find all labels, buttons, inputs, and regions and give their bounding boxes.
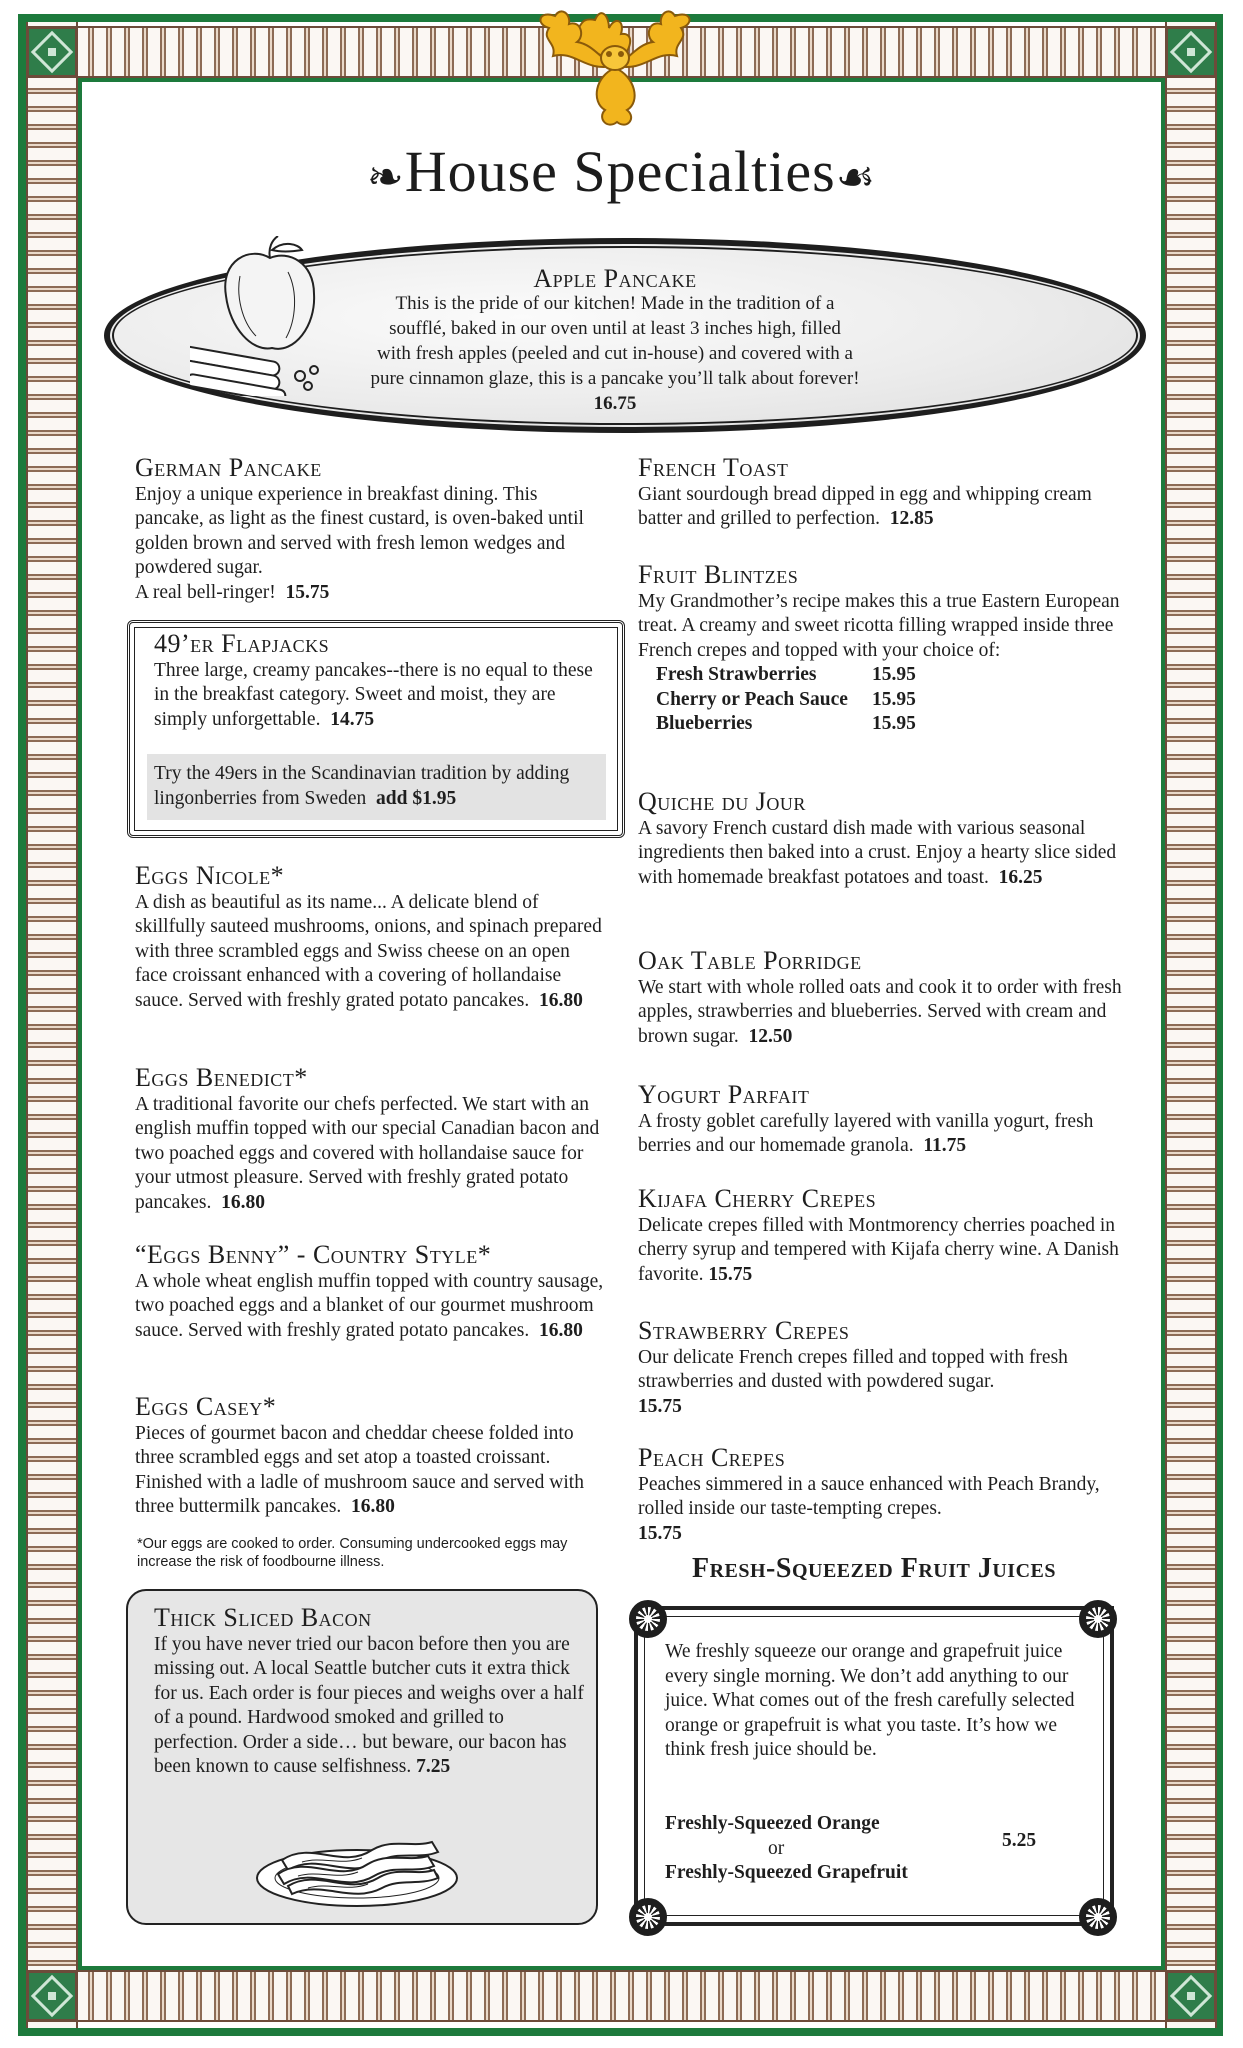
option-price: 15.95 (872, 664, 916, 685)
item-description: Enjoy a unique experience in breakfast dining. This pancake, as light as the finest custard, is oven-baked until golden brown and served with fresh lemon wedges and powdered sugar. (135, 483, 584, 578)
menu-item-fruit-blintzes (638, 560, 1128, 737)
blintz-option (638, 712, 1128, 737)
item-name: Fruit Blintzes (638, 560, 799, 589)
juice-option-grapefruit: Freshly-Squeezed Grapefruit (665, 1862, 908, 1883)
page-title-text: House Specialties (404, 139, 836, 204)
apple-cinnamon-illustration-icon (190, 236, 350, 396)
menu-item-flapjacks (154, 629, 610, 732)
item-price: 12.85 (889, 508, 934, 529)
item-price: 16.80 (351, 1496, 395, 1517)
rosette-ornament-icon (629, 1898, 667, 1936)
item-price: 12.50 (748, 1025, 793, 1047)
juice-option-or: or (768, 1837, 785, 1859)
juice-option-orange: Freshly-Squeezed Orange (665, 1813, 880, 1834)
menu-item-strawberry-crepes (638, 1316, 1128, 1419)
item-name: Quiche du Jour (638, 787, 806, 816)
item-description: A frosty goblet carefully layered with vanilla yogurt, fresh berries and our homemade granola. (638, 1110, 1094, 1156)
item-price: 16.80 (221, 1191, 265, 1213)
item-price: 16.80 (538, 989, 583, 1011)
item-description: A whole wheat english muffin topped with country sausage, two poached eggs and a blanket of our gourmet mushroom sauce. Served with freshly grated potato pancakes. (135, 1270, 604, 1341)
blintz-option (638, 663, 1128, 688)
item-description: Three large, creamy pancakes--there is no equal to these in the breakfast category. Sweet and moist, they are simply unforgettable. (154, 659, 593, 730)
item-price: 15.75 (638, 1522, 682, 1544)
item-name: Yogurt Parfait (638, 1080, 810, 1109)
egg-safety-note: *Our eggs are cooked to order. Consuming undercooked eggs may increase the risk of foodbourne illness. (137, 1536, 568, 1570)
item-name: French Toast (638, 453, 789, 482)
apple-pancake-desc: This is the pride of our kitchen! Made in the tradition of a soufflé, baked in our oven until at least 3 inches high, filled with fresh apples (peeled and cut in-house) and covered with a pure cinnamon glaze, this is a pancake you’ll talk about forever! (370, 293, 860, 389)
item-name: Peach Crepes (638, 1443, 786, 1472)
option-price: 15.95 (872, 713, 916, 734)
item-name: Strawberry Crepes (638, 1316, 850, 1345)
item-price: 11.75 (923, 1135, 967, 1156)
item-name: Eggs Benedict* (135, 1063, 308, 1092)
corner-ornament-icon (1165, 1970, 1217, 2022)
item-description: My Grandmother’s recipe makes this a true Eastern European treat. A creamy and sweet ricotta filling wrapped inside three French crepes and topped with your choice of: (638, 590, 1120, 661)
item-description: We start with whole rolled oats and cook it to order with fresh apples, strawberries and blueberries. Served with cream and brown sugar. (638, 976, 1122, 1047)
bacon-plate-illustration-icon (252, 1820, 462, 1910)
item-price: 16.80 (538, 1319, 583, 1341)
menu-item-bacon (154, 1603, 584, 1780)
item-name: German Pancake (135, 453, 322, 482)
rosette-ornament-icon (629, 1600, 667, 1638)
corner-ornament-icon (26, 1970, 78, 2022)
addon-price: add $1.95 (376, 787, 457, 809)
item-description: Delicate crepes filled with Montmorency cherries poached in cherry syrup and tempered with Kijafa cherry wine. A Danish favorite. (638, 1214, 1119, 1285)
addon-description: Try the 49ers in the Scandinavian tradition by adding lingonberries from Sweden (154, 763, 570, 809)
item-description: Pieces of gourmet bacon and cheddar cheese folded into three scrambled eggs and set atop a toasted croissant. Finished with a ladle of mushroom sauce and served with three buttermilk pancakes. (135, 1422, 584, 1517)
item-price: 14.75 (330, 708, 375, 730)
menu-item-eggs-benedict (135, 1063, 610, 1215)
rosette-ornament-icon (1079, 1898, 1117, 1936)
option-name: Cherry or Peach Sauce (656, 688, 848, 710)
item-name: Thick Sliced Bacon (154, 1603, 372, 1632)
item-name: 49’er Flapjacks (154, 629, 330, 658)
apple-pancake-section (370, 266, 860, 416)
item-description: A traditional favorite our chefs perfected. We start with an english muffin topped with our special Canadian bacon and two poached eggs and covered with hollandaise sauce for your utmost pleasure. Served with freshly grated potato pancakes. (135, 1093, 600, 1213)
oak-leaf-emblem-icon (505, 6, 725, 132)
rosette-ornament-icon (1079, 1600, 1117, 1638)
juices-description: We freshly squeeze our orange and grapefruit juice every single morning. We don’t add anything to our juice. What comes out of the fresh carefully selected orange or grapefruit is what you taste. It’s how we think fresh juice should be. (665, 1641, 1075, 1760)
page-title (0, 138, 1243, 205)
menu-item-eggs-benny (135, 1240, 605, 1343)
item-description: A dish as beautiful as its name... A delicate blend of skillfully sauteed mushrooms, onions, and spinach prepared with three scrambled eggs and Swiss cheese on an open face croissant enhanced with a covering of hollandaise sauce. Served with freshly grated potato pancakes. (135, 891, 602, 1011)
corner-ornament-icon (26, 26, 78, 78)
option-price: 15.95 (872, 688, 916, 710)
option-name: Fresh Strawberries (656, 664, 817, 685)
menu-item-porridge (638, 946, 1128, 1049)
menu-item-kijafa-cherry-crepes (638, 1184, 1128, 1287)
item-name: Eggs Casey* (135, 1392, 277, 1421)
bottom-border-rail (26, 1970, 1217, 2022)
juices-title: Fresh-Squeezed Fruit Juices (691, 1553, 1056, 1584)
right-border-rail (1165, 22, 1217, 2028)
menu-item-eggs-casey (135, 1392, 605, 1520)
option-name: Blueberries (656, 713, 753, 734)
item-name: “Eggs Benny” - Country Style* (135, 1240, 492, 1269)
apple-pancake-name: Apple Pancake (533, 264, 697, 293)
item-description: Our delicate French crepes filled and topped with fresh strawberries and dusted with powdered sugar. (638, 1346, 1068, 1392)
flourish-right-icon: ☙ (835, 153, 877, 203)
item-description: Giant sourdough bread dipped in egg and whipping cream batter and grilled to perfection. (638, 483, 1092, 529)
left-border-rail (26, 22, 78, 2028)
juice-price: 5.25 (1002, 1830, 1037, 1851)
item-description: Peaches simmered in a sauce enhanced with Peach Brandy, rolled inside our taste-tempting crepes. (638, 1473, 1100, 1519)
menu-item-german-pancake (135, 453, 605, 605)
blintz-option (638, 688, 1128, 713)
item-price: 15.75 (638, 1395, 682, 1417)
flourish-left-icon: ❧ (366, 153, 405, 203)
menu-item-french-toast (638, 453, 1128, 532)
corner-ornament-icon (1165, 26, 1217, 78)
item-price: 15.75 (285, 581, 330, 603)
lingonberry-addon (154, 762, 604, 811)
apple-pancake-description (370, 291, 860, 416)
item-description: If you have never tried our bacon before then you are missing out. A local Seattle butcher cuts it extra thick for us. Each order is four pieces and weighs over a half of a pound. Hardwood smoked and grilled to perfection. Order a side… but beware, our bacon has been known to cause selfishness. (154, 1633, 584, 1777)
item-description: A savory French custard dish made with various seasonal ingredients then baked into a crust. Enjoy a hearty slice sided with homemade breakfast potatoes and toast. (638, 817, 1117, 888)
item-price: 7.25 (416, 1756, 451, 1777)
item-price: 16.25 (998, 866, 1043, 888)
item-name: Kijafa Cherry Crepes (638, 1184, 877, 1213)
item-price: 15.75 (708, 1263, 753, 1285)
item-description-tagline: A real bell-ringer! (135, 581, 276, 603)
item-name: Oak Table Porridge (638, 946, 862, 975)
menu-item-eggs-nicole (135, 861, 605, 1013)
menu-item-quiche (638, 787, 1128, 890)
item-name: Eggs Nicole* (135, 861, 285, 890)
menu-item-yogurt-parfait (638, 1080, 1128, 1159)
menu-item-peach-crepes (638, 1443, 1128, 1546)
apple-pancake-price: 16.75 (593, 393, 637, 414)
